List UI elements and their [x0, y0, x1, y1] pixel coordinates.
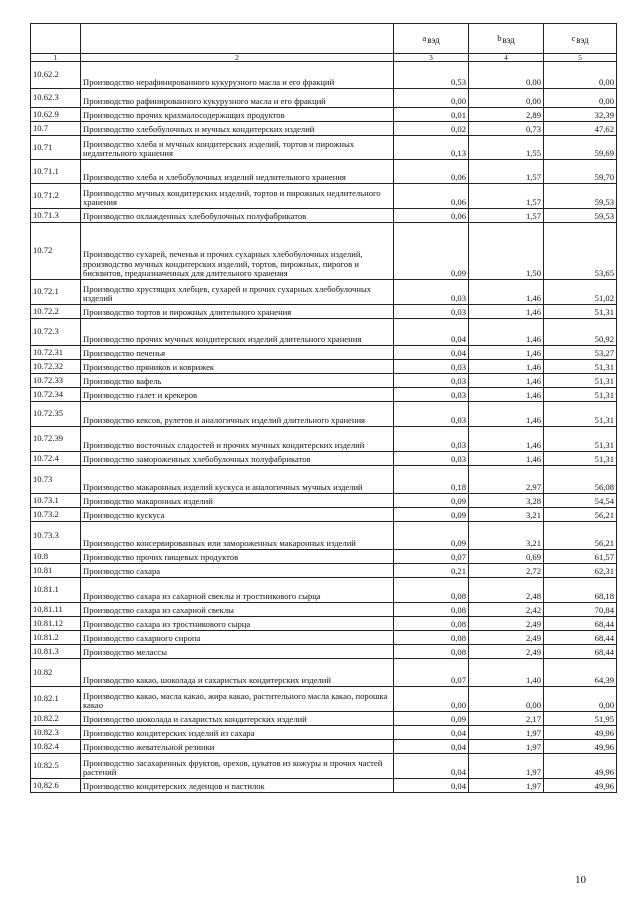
value-a-cell: 0,07: [394, 659, 469, 687]
activity-name-cell: Производство мучных кондитерских изделий, тортов и пирожных недлительного хранения: [81, 184, 394, 209]
value-b-cell: 1,57: [469, 160, 544, 184]
code-cell: 10.72.2: [31, 305, 81, 319]
value-a-cell: 0,08: [394, 645, 469, 659]
table-row: [31, 687, 617, 712]
value-a-cell: 0,08: [394, 617, 469, 631]
value-a-cell: 0,21: [394, 564, 469, 578]
value-b-cell: 1,46: [469, 319, 544, 346]
value-c-cell: 0,00: [544, 62, 617, 89]
value-a-cell: 0,03: [394, 388, 469, 402]
table-row: [31, 631, 617, 645]
value-a-cell: 0,13: [394, 136, 469, 160]
column-number-row: [31, 54, 617, 62]
table-row: [31, 209, 617, 223]
code-cell: 10.72.35: [31, 402, 81, 427]
code-cell: 10.62.3: [31, 89, 81, 108]
code-cell: 10.82.1: [31, 687, 81, 712]
value-b-cell: 1,46: [469, 305, 544, 319]
value-c-cell: 49,96: [544, 726, 617, 740]
code-cell: 10.8: [31, 550, 81, 564]
value-b-cell: 1,97: [469, 726, 544, 740]
value-c-cell: 0,00: [544, 687, 617, 712]
table-row: [31, 754, 617, 779]
activity-name-cell: Производство нерафинированного кукурузного масла и его фракций: [81, 62, 394, 89]
value-a-cell: 0,06: [394, 184, 469, 209]
value-b-cell: 0,69: [469, 550, 544, 564]
value-c-cell: 51,02: [544, 280, 617, 305]
value-b-cell: 2,72: [469, 564, 544, 578]
value-b-cell: 2,17: [469, 712, 544, 726]
activity-name-cell: Производство кондитерских леденцов и пастилок: [81, 779, 394, 793]
activity-name-cell: Производство мелассы: [81, 645, 394, 659]
activity-name-cell: Производство сахара из сахарной свеклы и тростникового сырца: [81, 578, 394, 603]
value-c-cell: 70,84: [544, 603, 617, 617]
activity-name-cell: Производство хрустящих хлебцев, сухарей и прочих сухарных хлебобулочных изделий: [81, 280, 394, 305]
activity-name-cell: Производство галет и крекеров: [81, 388, 394, 402]
table-row: [31, 645, 617, 659]
code-cell: 10.7: [31, 122, 81, 136]
table-row: [31, 280, 617, 305]
code-cell: 10.73.2: [31, 508, 81, 522]
table-row: [31, 452, 617, 466]
value-b-cell: 1,46: [469, 360, 544, 374]
activity-name-cell: Производство хлеба и мучных кондитерских изделий, тортов и пирожных недлительного хранения: [81, 136, 394, 160]
value-a-cell: 0,09: [394, 522, 469, 550]
value-b-cell: 1,40: [469, 659, 544, 687]
value-a-cell: 0,02: [394, 122, 469, 136]
column-number: 3: [394, 54, 469, 62]
header-cell-c: $c_{вэд}$: [544, 24, 617, 54]
code-cell: 10.82.4: [31, 740, 81, 754]
value-a-cell: 0,06: [394, 160, 469, 184]
header-cell-code: [31, 24, 81, 54]
code-cell: 10.71: [31, 136, 81, 160]
value-a-cell: 0,04: [394, 319, 469, 346]
activity-name-cell: Производство кексов, рулетов и аналогичных изделий длительного хранения: [81, 402, 394, 427]
table-row: [31, 550, 617, 564]
value-c-cell: 64,39: [544, 659, 617, 687]
activity-name-cell: Производство шоколада и сахаристых кондитерских изделий: [81, 712, 394, 726]
column-number: 1: [31, 54, 81, 62]
table-row: [31, 122, 617, 136]
table-row: [31, 89, 617, 108]
value-c-cell: 32,39: [544, 108, 617, 122]
activity-name-cell: Производство какао, шоколада и сахаристых кондитерских изделий: [81, 659, 394, 687]
value-c-cell: 51,31: [544, 452, 617, 466]
value-a-cell: 0,04: [394, 740, 469, 754]
table-row: [31, 62, 617, 89]
table-row: [31, 360, 617, 374]
value-b-cell: 2,42: [469, 603, 544, 617]
code-cell: 10.73.1: [31, 494, 81, 508]
code-cell: 10.72.4: [31, 452, 81, 466]
activity-name-cell: Производство какао, масла какао, жира какао, растительного масла какао, порошка какао: [81, 687, 394, 712]
table-row: [31, 402, 617, 427]
value-b-cell: 0,00: [469, 687, 544, 712]
value-a-cell: 0,09: [394, 508, 469, 522]
value-a-cell: 0,01: [394, 108, 469, 122]
value-c-cell: 47,62: [544, 122, 617, 136]
activity-name-cell: Производство жевательной резинки: [81, 740, 394, 754]
table-row: [31, 740, 617, 754]
value-b-cell: 1,50: [469, 223, 544, 280]
code-cell: 10.72.31: [31, 346, 81, 360]
value-c-cell: 0,00: [544, 89, 617, 108]
value-b-cell: 2,97: [469, 466, 544, 494]
value-b-cell: 1,97: [469, 754, 544, 779]
value-b-cell: 1,46: [469, 452, 544, 466]
table-row: [31, 726, 617, 740]
table-row: [31, 659, 617, 687]
value-c-cell: 51,31: [544, 360, 617, 374]
value-a-cell: 0,04: [394, 346, 469, 360]
code-cell: 10.81.1: [31, 578, 81, 603]
code-cell: 10.72.34: [31, 388, 81, 402]
column-number: 5: [544, 54, 617, 62]
value-b-cell: 1,97: [469, 740, 544, 754]
code-cell: 10.62.9: [31, 108, 81, 122]
activity-name-cell: Производство пряников и коврижек: [81, 360, 394, 374]
value-b-cell: 2,49: [469, 645, 544, 659]
value-b-cell: 2,48: [469, 578, 544, 603]
value-b-cell: 0,00: [469, 62, 544, 89]
value-c-cell: 53,65: [544, 223, 617, 280]
value-c-cell: 49,96: [544, 779, 617, 793]
activity-name-cell: Производство сухарей, печенья и прочих сухарных хлебобулочных изделий, производство мучных кондитерских изделий, тортов, пирожных, пирогов и бисквитов, предназначенных для длительного хранения: [81, 223, 394, 280]
table-row: [31, 466, 617, 494]
value-c-cell: 51,31: [544, 374, 617, 388]
activity-name-cell: Производство прочих мучных кондитерских изделий длительного хранения: [81, 319, 394, 346]
table-row: [31, 108, 617, 122]
column-number: 2: [81, 54, 394, 62]
code-cell: 10.72: [31, 223, 81, 280]
value-c-cell: 68,44: [544, 617, 617, 631]
activity-name-cell: Производство прочих пищевых продуктов: [81, 550, 394, 564]
code-cell: 10.72.32: [31, 360, 81, 374]
activity-name-cell: Производство тортов и пирожных длительного хранения: [81, 305, 394, 319]
activity-name-cell: Производство кондитерских изделий из сахара: [81, 726, 394, 740]
value-a-cell: 0,03: [394, 280, 469, 305]
value-b-cell: 1,55: [469, 136, 544, 160]
value-c-cell: 56,21: [544, 522, 617, 550]
table-row: [31, 319, 617, 346]
value-b-cell: 1,57: [469, 184, 544, 209]
value-b-cell: 0,00: [469, 89, 544, 108]
code-cell: 10.82.5: [31, 754, 81, 779]
code-cell: 10.62.2: [31, 62, 81, 89]
value-c-cell: 68,44: [544, 631, 617, 645]
code-cell: 10.81.3: [31, 645, 81, 659]
activity-name-cell: Производство хлебобулочных и мучных кондитерских изделий: [81, 122, 394, 136]
value-a-cell: 0,18: [394, 466, 469, 494]
code-cell: 10.81.2: [31, 631, 81, 645]
code-cell: 10.82.3: [31, 726, 81, 740]
activity-name-cell: Производство засахаренных фруктов, орехов, цукатов из кожуры и прочих частей растений: [81, 754, 394, 779]
value-c-cell: 61,57: [544, 550, 617, 564]
code-cell: 10.71.3: [31, 209, 81, 223]
table-row: [31, 779, 617, 793]
table-row: [31, 136, 617, 160]
value-a-cell: 0,07: [394, 550, 469, 564]
value-a-cell: 0,08: [394, 603, 469, 617]
activity-name-cell: Производство прочих крахмалосодержащих продуктов: [81, 108, 394, 122]
value-c-cell: 51,31: [544, 388, 617, 402]
value-b-cell: 1,57: [469, 209, 544, 223]
value-b-cell: 2,89: [469, 108, 544, 122]
value-a-cell: 0,00: [394, 687, 469, 712]
value-c-cell: 59,69: [544, 136, 617, 160]
code-cell: 10.82.2: [31, 712, 81, 726]
value-b-cell: 3,21: [469, 522, 544, 550]
activity-name-cell: Производство восточных сладостей и прочих мучных кондитерских изделий: [81, 427, 394, 452]
activity-name-cell: Производство сахарного сиропа: [81, 631, 394, 645]
table-row: [31, 508, 617, 522]
value-c-cell: 59,53: [544, 209, 617, 223]
value-c-cell: 68,44: [544, 645, 617, 659]
value-a-cell: 0,08: [394, 578, 469, 603]
value-b-cell: 2,49: [469, 631, 544, 645]
activity-name-cell: Производство сахара из тростникового сырца: [81, 617, 394, 631]
code-cell: 10.81.12: [31, 617, 81, 631]
table-row: [31, 578, 617, 603]
value-b-cell: 1,46: [469, 402, 544, 427]
data-table: [30, 23, 617, 793]
table-row: [31, 494, 617, 508]
value-b-cell: 1,46: [469, 280, 544, 305]
activity-name-cell: Производство консервированных или замороженных макаронных изделий: [81, 522, 394, 550]
code-cell: 10.81: [31, 564, 81, 578]
value-a-cell: 0,04: [394, 726, 469, 740]
table-row: [31, 712, 617, 726]
value-c-cell: 51,31: [544, 402, 617, 427]
activity-name-cell: Производство сахара из сахарной свеклы: [81, 603, 394, 617]
activity-name-cell: Производство вафель: [81, 374, 394, 388]
value-b-cell: 2,49: [469, 617, 544, 631]
value-c-cell: 51,31: [544, 427, 617, 452]
value-b-cell: 1,46: [469, 374, 544, 388]
value-c-cell: 49,96: [544, 754, 617, 779]
value-a-cell: 0,09: [394, 494, 469, 508]
value-b-cell: 0,73: [469, 122, 544, 136]
value-c-cell: 56,21: [544, 508, 617, 522]
code-cell: 10.82.6: [31, 779, 81, 793]
table-row: [31, 522, 617, 550]
value-a-cell: 0,03: [394, 452, 469, 466]
table-row: [31, 184, 617, 209]
value-a-cell: 0,00: [394, 89, 469, 108]
table-row: [31, 603, 617, 617]
code-cell: 10.72.39: [31, 427, 81, 452]
value-a-cell: 0,04: [394, 754, 469, 779]
code-cell: 10.82: [31, 659, 81, 687]
value-c-cell: 53,27: [544, 346, 617, 360]
activity-name-cell: Производство макаронных изделий: [81, 494, 394, 508]
table-row: [31, 223, 617, 280]
activity-name-cell: Производство сахара: [81, 564, 394, 578]
value-b-cell: 1,46: [469, 346, 544, 360]
table-row: [31, 346, 617, 360]
value-a-cell: 0,09: [394, 223, 469, 280]
activity-name-cell: Производство хлеба и хлебобулочных изделий недлительного хранения: [81, 160, 394, 184]
table-row: [31, 564, 617, 578]
value-b-cell: 1,46: [469, 427, 544, 452]
activity-name-cell: Производство кускуса: [81, 508, 394, 522]
value-c-cell: 59,53: [544, 184, 617, 209]
page-number: 10: [575, 874, 586, 886]
value-a-cell: 0,03: [394, 305, 469, 319]
value-c-cell: 56,08: [544, 466, 617, 494]
header-cell-a: $a_{вэд}$: [394, 24, 469, 54]
column-number: 4: [469, 54, 544, 62]
table-row: [31, 617, 617, 631]
value-c-cell: 50,92: [544, 319, 617, 346]
value-a-cell: 0,08: [394, 631, 469, 645]
value-a-cell: 0,03: [394, 374, 469, 388]
value-c-cell: 54,54: [544, 494, 617, 508]
code-cell: 10.71.1: [31, 160, 81, 184]
value-a-cell: 0,04: [394, 779, 469, 793]
activity-name-cell: Производство замороженных хлебобулочных полуфабрикатов: [81, 452, 394, 466]
code-cell: 10.81.11: [31, 603, 81, 617]
value-c-cell: 51,95: [544, 712, 617, 726]
value-b-cell: 1,46: [469, 388, 544, 402]
value-a-cell: 0,09: [394, 712, 469, 726]
header-cell-name: [81, 24, 394, 54]
table-row: [31, 160, 617, 184]
value-a-cell: 0,03: [394, 360, 469, 374]
header-cell-b: $b_{вэд}$: [469, 24, 544, 54]
value-c-cell: 68,18: [544, 578, 617, 603]
code-cell: 10.71.2: [31, 184, 81, 209]
value-a-cell: 0,03: [394, 402, 469, 427]
table-row: [31, 374, 617, 388]
value-a-cell: 0,03: [394, 427, 469, 452]
table-row: [31, 388, 617, 402]
value-a-cell: 0,06: [394, 209, 469, 223]
table-row: [31, 305, 617, 319]
value-b-cell: 3,28: [469, 494, 544, 508]
activity-name-cell: Производство макаронных изделий кускуса и аналогичных мучных изделий: [81, 466, 394, 494]
value-a-cell: 0,53: [394, 62, 469, 89]
code-cell: 10.73: [31, 466, 81, 494]
value-b-cell: 1,97: [469, 779, 544, 793]
value-b-cell: 3,21: [469, 508, 544, 522]
code-cell: 10.72.3: [31, 319, 81, 346]
value-c-cell: 62,31: [544, 564, 617, 578]
code-cell: 10.73.3: [31, 522, 81, 550]
code-cell: 10.72.33: [31, 374, 81, 388]
value-c-cell: 59,70: [544, 160, 617, 184]
code-cell: 10.72.1: [31, 280, 81, 305]
table-row: [31, 427, 617, 452]
activity-name-cell: Производство рафинированного кукурузного масла и его фракций: [81, 89, 394, 108]
header-row: [31, 24, 617, 54]
value-c-cell: 49,96: [544, 740, 617, 754]
activity-name-cell: Производство печенья: [81, 346, 394, 360]
activity-name-cell: Производство охлажденных хлебобулочных полуфабрикатов: [81, 209, 394, 223]
value-c-cell: 51,31: [544, 305, 617, 319]
